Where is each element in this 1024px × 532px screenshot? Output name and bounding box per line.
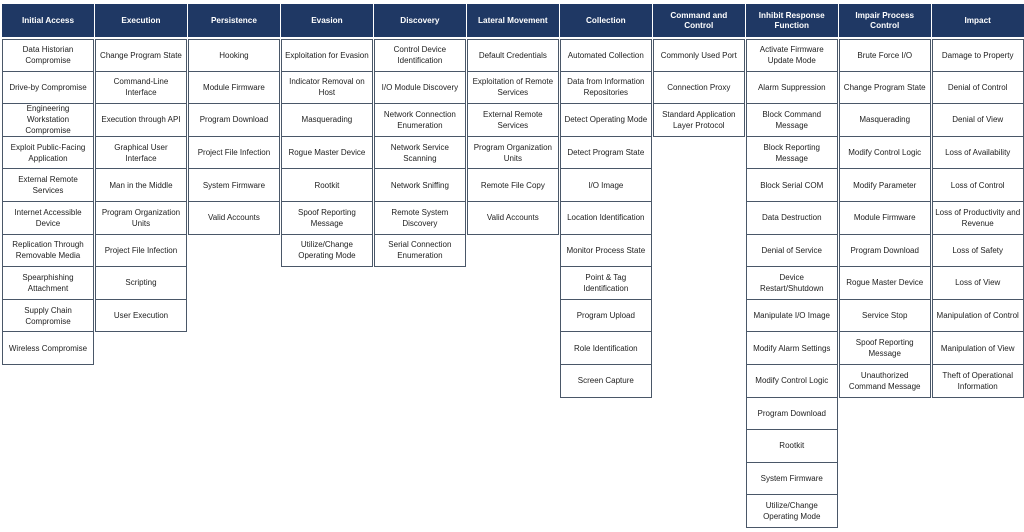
technique-cell: Supply Chain Compromise [2, 300, 94, 333]
technique-cell: Execution through API [95, 104, 187, 137]
technique-cell: Loss of Safety [932, 235, 1024, 268]
technique-cell: Masquerading [281, 104, 373, 137]
technique-cell: Project File Infection [95, 235, 187, 268]
technique-cell: Data from Information Repositories [560, 72, 652, 105]
technique-cell: Engineering Workstation Compromise [2, 104, 94, 137]
technique-cell: Device Restart/Shutdown [746, 267, 838, 300]
technique-list [95, 37, 187, 332]
tactic-header: Command and Control [653, 4, 745, 37]
technique-cell: Control Device Identification [374, 39, 466, 72]
technique-list [653, 37, 745, 137]
technique-cell: Denial of Service [746, 235, 838, 268]
tactic-column [2, 4, 94, 365]
technique-cell: Activate Firmware Update Mode [746, 39, 838, 72]
technique-cell: Unauthorized Command Message [839, 365, 931, 398]
technique-cell: Loss of Availability [932, 137, 1024, 170]
technique-cell: Modify Parameter [839, 169, 931, 202]
technique-cell: Location Identification [560, 202, 652, 235]
technique-cell: Data Destruction [746, 202, 838, 235]
technique-cell: Program Organization Units [467, 137, 559, 170]
technique-list [932, 37, 1024, 398]
technique-cell: Exploitation of Remote Services [467, 72, 559, 105]
technique-cell: Manipulate I/O Image [746, 300, 838, 333]
tactic-column [95, 4, 187, 332]
technique-cell: System Firmware [746, 463, 838, 496]
technique-cell: Scripting [95, 267, 187, 300]
technique-cell: Command-Line Interface [95, 72, 187, 105]
technique-cell: Change Program State [95, 39, 187, 72]
technique-cell: Remote File Copy [467, 169, 559, 202]
technique-list [374, 37, 466, 267]
technique-cell: Internet Accessible Device [2, 202, 94, 235]
technique-cell: Indicator Removal on Host [281, 72, 373, 105]
tactic-header: Impact [932, 4, 1024, 37]
technique-cell: Detect Program State [560, 137, 652, 170]
technique-cell: Automated Collection [560, 39, 652, 72]
tactic-header: Initial Access [2, 4, 94, 37]
tactic-column [653, 4, 745, 137]
technique-cell: Network Connection Enumeration [374, 104, 466, 137]
tactic-header: Persistence [188, 4, 280, 37]
technique-cell: External Remote Services [2, 169, 94, 202]
technique-cell: Valid Accounts [188, 202, 280, 235]
technique-cell: Hooking [188, 39, 280, 72]
technique-cell: Loss of Productivity and Revenue [932, 202, 1024, 235]
technique-cell: Block Command Message [746, 104, 838, 137]
technique-cell: Monitor Process State [560, 235, 652, 268]
technique-cell: Man in the Middle [95, 169, 187, 202]
technique-cell: Program Organization Units [95, 202, 187, 235]
technique-cell: Program Upload [560, 300, 652, 333]
technique-list [839, 37, 931, 398]
technique-cell: Project File Infection [188, 137, 280, 170]
tactic-header: Execution [95, 4, 187, 37]
technique-cell: Replication Through Removable Media [2, 235, 94, 268]
technique-cell: Brute Force I/O [839, 39, 931, 72]
technique-cell: System Firmware [188, 169, 280, 202]
tactic-column [467, 4, 559, 235]
technique-cell: Remote System Discovery [374, 202, 466, 235]
technique-cell: Spoof Reporting Message [281, 202, 373, 235]
technique-cell: Denial of View [932, 104, 1024, 137]
technique-cell: Data Historian Compromise [2, 39, 94, 72]
technique-cell: Loss of View [932, 267, 1024, 300]
tactic-header: Impair Process Control [839, 4, 931, 37]
technique-cell: I/O Module Discovery [374, 72, 466, 105]
technique-list [188, 37, 280, 235]
technique-cell: Utilize/Change Operating Mode [281, 235, 373, 268]
technique-cell: Program Download [746, 398, 838, 431]
technique-cell: Network Sniffing [374, 169, 466, 202]
technique-cell: Manipulation of View [932, 332, 1024, 365]
technique-cell: Service Stop [839, 300, 931, 333]
tactic-column [746, 4, 838, 528]
technique-cell: I/O Image [560, 169, 652, 202]
technique-list [560, 37, 652, 398]
technique-cell: Rootkit [746, 430, 838, 463]
technique-cell: Connection Proxy [653, 72, 745, 105]
tactic-column [374, 4, 466, 267]
technique-cell: Damage to Property [932, 39, 1024, 72]
technique-cell: Exploitation for Evasion [281, 39, 373, 72]
technique-cell: Program Download [839, 235, 931, 268]
technique-cell: Spoof Reporting Message [839, 332, 931, 365]
technique-list [281, 37, 373, 267]
technique-cell: Module Firmware [188, 72, 280, 105]
technique-cell: Rogue Master Device [281, 137, 373, 170]
technique-cell: Valid Accounts [467, 202, 559, 235]
technique-cell: Screen Capture [560, 365, 652, 398]
technique-cell: Detect Operating Mode [560, 104, 652, 137]
technique-cell: Masquerading [839, 104, 931, 137]
technique-cell: Theft of Operational Information [932, 365, 1024, 398]
tactic-header: Inhibit Response Function [746, 4, 838, 37]
technique-cell: Commonly Used Port [653, 39, 745, 72]
technique-cell: Rogue Master Device [839, 267, 931, 300]
tactic-header: Collection [560, 4, 652, 37]
technique-cell: User Execution [95, 300, 187, 333]
technique-cell: Denial of Control [932, 72, 1024, 105]
tactic-column [839, 4, 931, 398]
technique-cell: Utilize/Change Operating Mode [746, 495, 838, 528]
technique-cell: Spearphishing Attachment [2, 267, 94, 300]
tactic-column [188, 4, 280, 235]
tactic-column [932, 4, 1024, 398]
technique-cell: Modify Alarm Settings [746, 332, 838, 365]
technique-cell: Modify Control Logic [746, 365, 838, 398]
technique-cell: Program Download [188, 104, 280, 137]
technique-cell: Block Reporting Message [746, 137, 838, 170]
technique-cell: Block Serial COM [746, 169, 838, 202]
technique-cell: Module Firmware [839, 202, 931, 235]
technique-cell: Wireless Compromise [2, 332, 94, 365]
technique-cell: Change Program State [839, 72, 931, 105]
tactic-header: Evasion [281, 4, 373, 37]
technique-cell: Standard Application Layer Protocol [653, 104, 745, 137]
technique-cell: Drive-by Compromise [2, 72, 94, 105]
technique-cell: Modify Control Logic [839, 137, 931, 170]
technique-cell: Manipulation of Control [932, 300, 1024, 333]
technique-cell: Exploit Public-Facing Application [2, 137, 94, 170]
technique-cell: Loss of Control [932, 169, 1024, 202]
technique-cell: Network Service Scanning [374, 137, 466, 170]
technique-cell: Default Credentials [467, 39, 559, 72]
tactic-column [560, 4, 652, 398]
technique-list [2, 37, 94, 365]
technique-cell: Point & Tag Identification [560, 267, 652, 300]
technique-cell: Rootkit [281, 169, 373, 202]
tactic-header: Lateral Movement [467, 4, 559, 37]
technique-list [467, 37, 559, 235]
technique-cell: Graphical User Interface [95, 137, 187, 170]
technique-cell: Alarm Suppression [746, 72, 838, 105]
technique-list [746, 37, 838, 528]
tactics-matrix [2, 4, 1024, 528]
technique-cell: External Remote Services [467, 104, 559, 137]
tactic-column [281, 4, 373, 267]
tactic-header: Discovery [374, 4, 466, 37]
technique-cell: Role Identification [560, 332, 652, 365]
technique-cell: Serial Connection Enumeration [374, 235, 466, 268]
